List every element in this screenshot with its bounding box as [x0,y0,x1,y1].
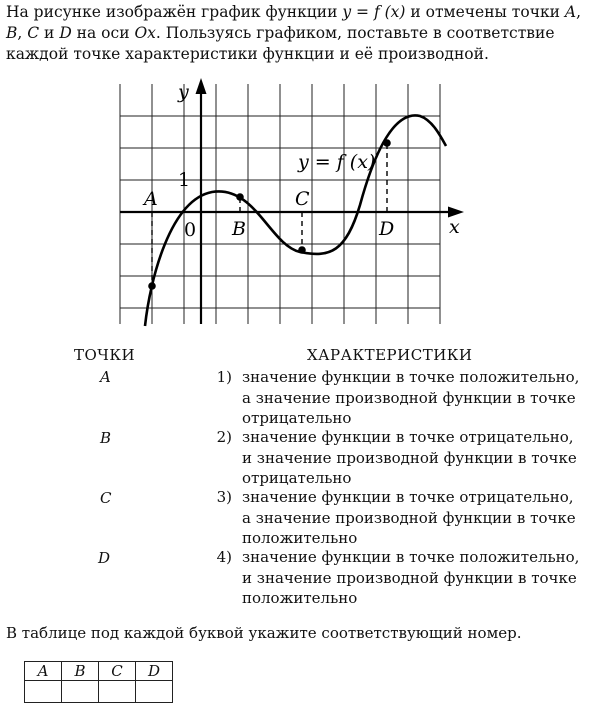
axes [120,90,452,324]
answer-header-a: A [25,662,62,681]
answer-instruction: В таблице под каждой буквой укажите соответствующий номер. [6,624,522,642]
characteristic-number-2: 2) [216,428,232,446]
characteristic-2 [242,427,582,489]
answer-cell-d[interactable] [136,681,173,703]
characteristic-2-line-2: и значение производной функции в точке [242,448,577,467]
unit-label: 1 [178,169,191,191]
characteristic-4-line-2: и значение производной функции в точке [242,568,577,587]
point-b-label: B [232,218,246,240]
intro-text-2: и отмечены точки [405,3,565,21]
characteristic-4-line-1: значение функции в точке положительно, [242,548,580,566]
characteristic-1 [242,367,582,429]
intro-text-4: . Пользуясь графиком, поставьте в соответствие каждой точке характеристики функции и её производной. [6,24,555,63]
intro-point-a: A [564,3,577,21]
intro-text-3: на оси [71,24,135,42]
task-statement: На рисунке изображён график функции y = f (x) и отмечены точки A, B, C и D на оси Ox. Пользуясь графиком, поставьте в соответствие каждой точке характеристики функции и её производной. [6,3,582,63]
point-letter-c: C [100,489,112,507]
point-letter-b: B [100,429,112,447]
point-a-label: A [144,188,158,210]
characteristic-4-line-3: положительно [242,589,358,607]
intro-point-b: B [6,24,18,42]
function-graph [112,76,464,332]
characteristic-3-line-1: значение функции в точке отрицательно, [242,488,574,506]
answer-table [24,661,173,703]
characteristics-header: ХАРАКТЕРИСТИКИ [307,346,473,364]
characteristic-1-line-2: а значение производной функции в точке [242,388,576,407]
characteristic-1-line-1: значение функции в точке положительно, [242,368,580,386]
point-letter-a: A [100,368,111,386]
characteristic-1-line-3: отрицательно [242,409,352,427]
y-axis-label: y [178,81,189,103]
points-header: ТОЧКИ [74,346,136,364]
intro-and: и [39,24,60,42]
characteristic-number-4: 4) [216,548,232,566]
intro-text-1: На рисунке изображён график функции [6,3,343,21]
intro-axis: Ox [134,24,156,42]
point-d-marker [383,139,391,147]
grid [120,84,440,324]
curve-label: y = f (x) [298,151,376,173]
answer-header-d: D [136,662,173,681]
characteristic-number-3: 3) [216,488,232,506]
point-b-marker [236,193,244,201]
point-a-marker [148,282,156,290]
point-c-marker [298,246,306,254]
characteristic-number-1: 1) [216,368,232,386]
x-axis-label: x [449,216,460,238]
answer-cell-a[interactable] [25,681,62,703]
answer-cell-c[interactable] [99,681,136,703]
point-letter-d: D [98,549,111,567]
answer-header-b: B [62,662,99,681]
point-c-label: C [295,188,310,210]
characteristic-3-line-2: а значение производной функции в точке [242,508,576,527]
point-d-label: D [379,218,395,240]
characteristic-3 [242,487,582,549]
intro-point-d: D [59,24,72,42]
characteristic-2-line-3: отрицательно [242,469,352,487]
answer-header-c: C [99,662,136,681]
intro-point-c: C [27,24,40,42]
characteristic-2-line-1: значение функции в точке отрицательно, [242,428,574,446]
characteristic-3-line-3: положительно [242,529,358,547]
y-axis-arrow [196,78,207,94]
answer-cell-b[interactable] [62,681,99,703]
characteristic-4 [242,547,582,609]
intro-function: y = f (x) [342,3,406,21]
origin-label: 0 [184,219,197,241]
